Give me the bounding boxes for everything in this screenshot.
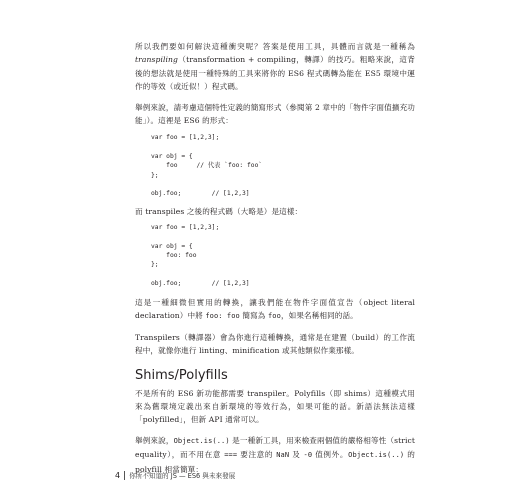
emphasis-term: transpiling bbox=[135, 55, 178, 65]
text-run: 舉例來說， bbox=[135, 435, 174, 445]
inline-code: Object.is(..) bbox=[173, 436, 230, 445]
section-heading: Shims/Polyfills bbox=[135, 367, 228, 383]
paragraph-transpiled-intro: 而 transpiles 之後的程式碼（大略是）是這樣： bbox=[135, 206, 303, 216]
text-run: 及 bbox=[289, 450, 304, 460]
inline-code: Object.is(..) bbox=[348, 451, 405, 460]
text-run: 值例外。 bbox=[312, 450, 349, 460]
page-number: 4 bbox=[115, 470, 121, 480]
text-run: 這是一種細微但實用的轉換，讓我們能在物件字面值宣告（object literal declaration）中將 bbox=[135, 298, 415, 321]
inline-code: NaN bbox=[276, 451, 290, 460]
text-run: ，如果名稱相同的話。 bbox=[280, 311, 358, 321]
footer-divider bbox=[124, 471, 125, 480]
text-run: 是一種新工具，用來檢查兩個值的嚴格相等性（strict equality），而不用在意 bbox=[135, 435, 416, 460]
text-run: （transformation + compiling，轉譯）的技巧。粗略來說，這背後的想法就是使用一種特殊的工具來將你的 ES6 程式碼轉為能在 ES5 環境中運作的等效（或近似！）程式碼。 bbox=[135, 55, 415, 92]
paragraph-polyfills: 不是所有的 ES6 新功能都需要 transpiler。Polyfills（即 shims）這種模式用來為舊環境定義出來自新環境的等效行為，如果可能的話。新語法無法這樣「polyfilled」，但新 API 通常可以。 bbox=[135, 388, 415, 425]
code-block-es6: var foo = [1,2,3]; var obj = { foo // 代表 `foo: foo` }; obj.foo; // [1,2,3] bbox=[151, 134, 263, 198]
text-run: 的 polyfill 相當簡單： bbox=[135, 450, 415, 474]
page-content bbox=[135, 40, 415, 476]
page-footer bbox=[115, 470, 235, 480]
text-run: 要注意的 bbox=[237, 450, 277, 460]
running-title: 你所不知道的 JS — ES6 與未來發展 bbox=[129, 472, 236, 480]
paragraph-example-intro: 舉例來說，請考慮這個特性定義的簡寫形式（參閱第 2 章中的「物件字面值擴充功能」）。這裡是 ES6 的形式： bbox=[135, 102, 415, 126]
inline-code: foo bbox=[267, 312, 281, 321]
inline-code: foo: foo bbox=[205, 312, 240, 321]
text-run: 簡寫為 bbox=[239, 311, 268, 321]
paragraph-shorthand bbox=[135, 296, 415, 324]
paragraph-transpilers: Transpilers（轉譯器）會為你進行這種轉換，通常是在建置（build）的工作流程中，就像你進行 linting、minification 或其他類似作業那樣。 bbox=[135, 332, 415, 356]
paragraph-transpiling bbox=[135, 40, 415, 94]
text-run: 所以我們要如何解決這種衝突呢？答案是使用工具，具體而言就是一種稱為 bbox=[135, 42, 415, 51]
inline-code: === bbox=[224, 451, 238, 460]
code-block-transpiled: var foo = [1,2,3]; var obj = { foo: foo }; obj.foo; // [1,2,3] bbox=[151, 223, 250, 287]
inline-code: -0 bbox=[303, 451, 313, 460]
